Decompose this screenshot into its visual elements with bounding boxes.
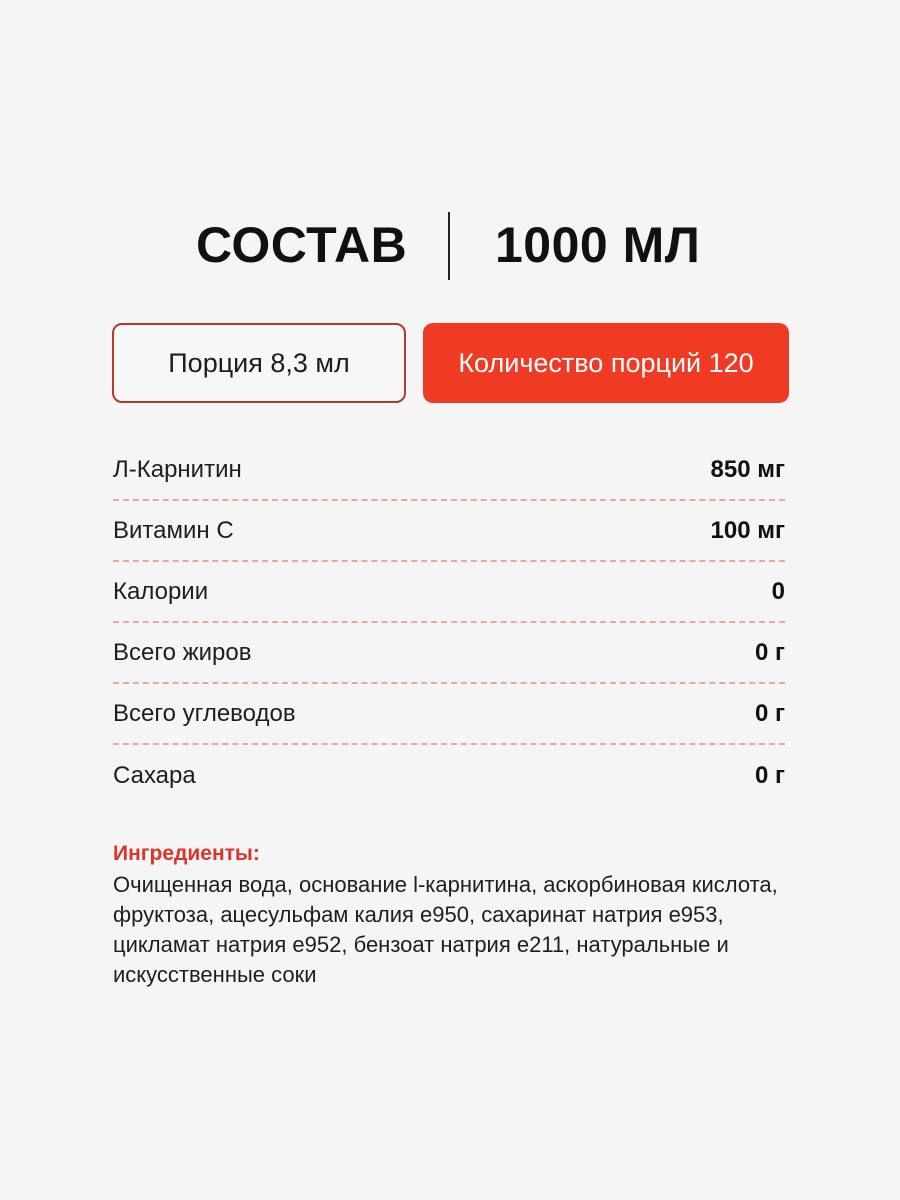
table-row [113, 745, 785, 806]
portion-label: Порция 8,3 мл [168, 347, 350, 378]
nutrient-name: Сахара [113, 761, 196, 789]
servings-badge [423, 323, 789, 403]
nutrient-value: 0 г [754, 699, 785, 727]
nutrient-value: 100 мг [710, 516, 785, 544]
nutrient-value: 850 мг [710, 455, 785, 483]
table-row [113, 562, 785, 623]
composition-title: СОСТАВ [196, 217, 408, 273]
table-row [113, 501, 785, 562]
nutrient-value: 0 г [754, 761, 785, 789]
header-divider [448, 212, 450, 280]
table-row [113, 684, 785, 745]
ingredients-section [113, 842, 813, 990]
servings-label: Количество порций 120 [458, 347, 754, 378]
nutrient-value: 0 г [754, 638, 785, 666]
nutrient-name: Витамин С [113, 516, 234, 544]
header [0, 208, 900, 282]
volume-label: 1000 МЛ [495, 217, 701, 273]
portion-badge [112, 323, 406, 403]
nutrient-name: Калории [113, 577, 209, 605]
ingredients-title: Ингредиенты: [113, 842, 260, 865]
table-row [113, 440, 785, 501]
nutrient-name: Л-Карнитин [113, 455, 242, 483]
table-row [113, 623, 785, 684]
nutrient-name: Всего углеводов [113, 699, 296, 727]
nutrient-value: 0 [771, 577, 785, 605]
nutrition-table [113, 440, 785, 806]
nutrient-name: Всего жиров [113, 638, 252, 666]
ingredients-text: Очищенная вода, основание l-карнитина, аскорбиновая кислота, фруктоза, ацесульфам калия е950, сахаринат натрия е953, цикламат натрия е952, бензоат натрия е211, натуральные и искусственные соки [113, 872, 778, 987]
